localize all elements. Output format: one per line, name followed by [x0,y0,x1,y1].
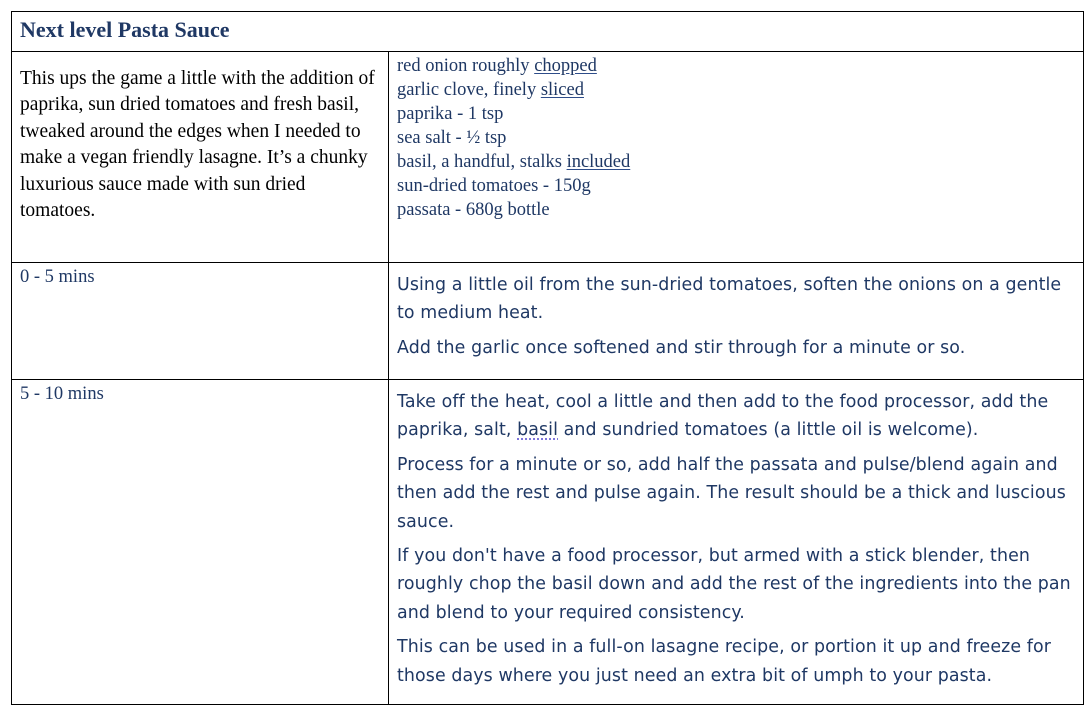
ingredient-item: garlic clove, finely sliced [397,80,584,100]
title-cell [12,12,1084,52]
recipe-table [11,11,1084,705]
ingredients-cell [389,52,1084,263]
step-paragraph: Add the garlic once softened and stir through for a minute or so. [397,337,966,358]
step-row [12,263,1084,380]
ingredient-item: red onion roughly chopped [397,56,597,76]
step-paragraph: This can be used in a full-on lasagne recipe, or portion it up and freeze for those days where you just need an extra bit of umph to your pasta. [397,637,1052,686]
step-row [12,380,1084,705]
intro-row [12,52,1084,263]
ingredient-item: passata - 680g bottle [397,200,550,220]
ingredient-item: sea salt - ½ tsp [397,128,507,148]
step-time: 0 - 5 mins [20,267,95,287]
recipe-title: Next level Pasta Sauce [20,17,230,42]
ingredient-item: basil, a handful, stalks included [397,152,631,172]
step-time: 5 - 10 mins [20,384,104,404]
step-paragraph: Using a little oil from the sun-dried tomatoes, soften the onions on a gentle to medium heat. [397,275,1062,324]
step-cell [389,263,1084,380]
underlined-word: sliced [540,80,584,100]
title-row [12,12,1084,52]
intro-cell [12,52,389,263]
ingredient-item: paprika - 1 tsp [397,104,504,124]
time-cell [12,263,389,380]
time-cell [12,380,389,705]
recipe-intro: This ups the game a little with the addition of paprika, sun dried tomatoes and fresh basil, tweaked around the edges when I needed to make a vegan friendly lasagne. It’s a chunky luxurious sauce made with sun dried tomatoes. [20,68,375,222]
underlined-word: chopped [534,56,597,76]
step-cell [389,380,1084,705]
ingredients-list [397,54,1075,222]
step-paragraph: Take off the heat, cool a little and then add to the food processor, add the paprika, salt, basil and sundried tomatoes (a little oil is welcome). [397,392,1049,441]
spellcheck-marked-word[interactable]: basil [517,420,559,441]
ingredient-item: sun-dried tomatoes - 150g [397,176,591,196]
step-paragraph: Process for a minute or so, add half the passata and pulse/blend again and then add the rest and pulse again. The result should be a thick and luscious sauce. [397,454,1066,532]
underlined-word: included [566,152,631,172]
step-paragraph: If you don't have a food processor, but armed with a stick blender, then roughly chop the basil down and add the rest of the ingredients into the pan and blend to your required consistency. [397,546,1071,623]
